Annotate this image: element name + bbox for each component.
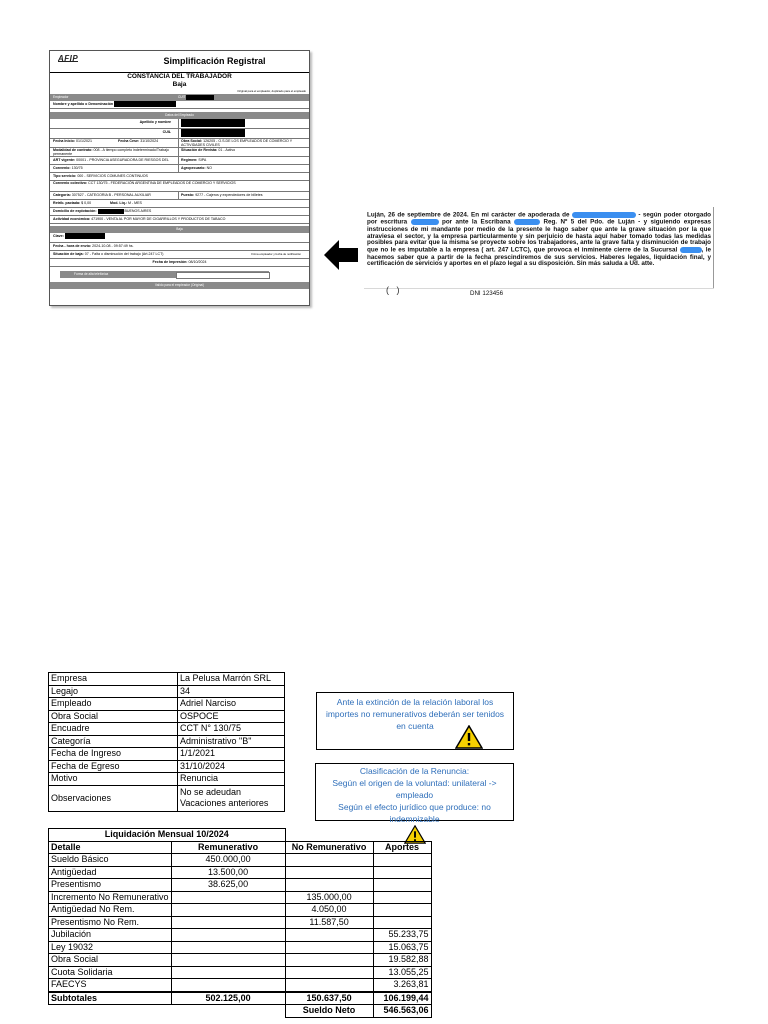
agro-value: NO	[206, 166, 212, 170]
empty-cell	[49, 1005, 172, 1018]
row-detalle: Jubilación	[49, 929, 172, 942]
table-row	[49, 785, 285, 811]
telefonica-label: Forma de alta telefónica	[74, 272, 109, 276]
afip-employer-name-row	[50, 101, 309, 109]
employee-info-table	[48, 672, 285, 812]
arrow-left-icon	[324, 240, 358, 270]
art-value: 00001 - PROVINCIA ASEGURADORA DE RIESGOS DEL	[76, 158, 169, 162]
conv-colectivo-label: Convenio colectivo:	[53, 181, 88, 185]
row-remunerativo	[171, 904, 285, 917]
start-label: Fecha Inicio:	[53, 139, 75, 143]
modalidad-label: Modalidad de contrato:	[53, 148, 93, 152]
row-aportes	[373, 904, 431, 917]
table-row	[49, 685, 285, 698]
start-value: 01/1/2021	[75, 139, 92, 143]
empty-cell	[373, 829, 431, 842]
row-aportes: 55.233,75	[373, 929, 431, 942]
letter-dni: DNI 123456	[470, 290, 504, 297]
row-detalle: Cuota Solidaria	[49, 966, 172, 979]
table-row	[49, 954, 432, 967]
empty-cell	[171, 1005, 285, 1018]
observaciones-label: Observaciones	[49, 785, 178, 811]
afip-type: Baja	[172, 81, 187, 88]
row-aportes	[373, 866, 431, 879]
situacion-value: 01 - Activo	[218, 148, 236, 152]
row-aportes	[373, 879, 431, 892]
table-row	[49, 929, 432, 942]
row-detalle: Antigüedad No Rem.	[49, 904, 172, 917]
afip-conv-colectivo-row	[50, 181, 309, 192]
header-aportes: Aportes	[373, 841, 431, 854]
row-remunerativo	[171, 891, 285, 904]
row-no-remunerativo	[285, 966, 373, 979]
row-no-remunerativo	[285, 929, 373, 942]
observaciones-line1: No se adeudan	[180, 787, 242, 797]
row-no-remunerativo	[285, 979, 373, 992]
letter-excerpt	[364, 207, 714, 303]
subtotal-remunerativo: 502.125,00	[171, 992, 285, 1005]
afip-footer: Valido para el empleador (Original)	[50, 282, 309, 289]
fecha-hora-value: 2024-10-08 - 09:57:49 hs.	[92, 244, 134, 248]
subtotal-label: Subtotales	[49, 992, 172, 1005]
domicilio-label: Domicilio de explotación:	[53, 209, 97, 213]
obra-label: Obra Social:	[181, 139, 203, 143]
agro-label: Agropecuario:	[181, 166, 206, 170]
note1-last	[317, 720, 513, 742]
cuit-label: CUIT	[178, 95, 186, 99]
firma-label: Firma empleador y fecha de notificación	[251, 252, 301, 256]
note1-line3: en cuenta	[396, 721, 434, 731]
row-detalle: Obra Social	[49, 954, 172, 967]
signature-mark: ( )	[386, 285, 400, 295]
afip-subtitle: CONSTANCIA DEL TRABAJADOR	[127, 73, 232, 80]
row-no-remunerativo	[285, 941, 373, 954]
info-value: CCT N° 130/75	[178, 723, 285, 736]
table-row	[49, 723, 285, 736]
tipo-value: 000 - SERVICIOS COMUNES CONTINUOS	[77, 174, 148, 178]
subtotal-aportes: 106.199,44	[373, 992, 431, 1005]
info-value: Adriel Narciso	[178, 698, 285, 711]
row-remunerativo	[171, 929, 285, 942]
table-row	[49, 698, 285, 711]
name-label: Apellido y nombre	[139, 120, 171, 124]
cuil-label: CUIL	[162, 130, 171, 134]
page-edge	[713, 207, 714, 289]
row-remunerativo	[171, 954, 285, 967]
afip-actividad-row	[50, 216, 309, 224]
subtotal-no-remunerativo: 150.637,50	[285, 992, 373, 1005]
note2-line2: Según el origen de la voluntad: unilateral -> empleado	[332, 778, 497, 800]
table-row	[49, 879, 432, 892]
row-no-remunerativo	[285, 854, 373, 867]
afip-situacion-baja-row	[50, 251, 309, 259]
afip-art-row	[50, 157, 309, 165]
afip-logo: AFIP	[58, 54, 79, 63]
info-label: Empleado	[49, 698, 178, 711]
row-aportes	[373, 854, 431, 867]
notice-no-remunerativo	[316, 692, 514, 750]
page-bottom-line	[364, 288, 714, 289]
table-row	[49, 904, 432, 917]
end-label: Fecha Cese:	[118, 139, 140, 143]
table-row	[49, 760, 285, 773]
row-detalle: Incremento No Remunerativo	[49, 891, 172, 904]
afip-title: Simplificación Registral	[163, 56, 266, 66]
letter-line1a: Luján, 26 de septiembre de 2024. En mi carácter de apoderada de	[367, 211, 570, 219]
note1-line1: Ante la extinción de la relación laboral los	[336, 697, 494, 707]
row-no-remunerativo: 135.000,00	[285, 891, 373, 904]
afip-categoria-row	[50, 192, 309, 200]
note2-line3: Según el efecto jurídico que produce: no indemnizable	[338, 802, 491, 824]
letter-rest: expresas instrucciones de mi mandante por medio de la presente le hago saber que ante la grave situación por la que atraviesa el sector, y la empresa particularmente y sin perjuicio de hasta aquí haber tomado todas las medidas posibles para evitar que la misma se proyecte sobre los trabajadores, ante la grave falta y disminución de trabajo que no le es imputable a la empresa ( art. 247 LCTC), que provoca el inminente cierre de la Sucursal	[367, 219, 711, 254]
row-remunerativo	[171, 979, 285, 992]
impresion-value: 08/10/2024	[188, 260, 207, 264]
row-detalle: Ley 19032	[49, 941, 172, 954]
header-no-remunerativo: No Remunerativo	[285, 841, 373, 854]
situacion-label: Situación de Revista:	[181, 148, 218, 152]
blue-redaction	[411, 219, 439, 225]
convenio-value: 130/75	[71, 166, 83, 170]
table-row	[49, 748, 285, 761]
info-value: Renuncia	[178, 773, 285, 786]
note2-line1: Clasificación de la Renuncia:	[359, 766, 470, 776]
neto-value: 546.563,06	[373, 1005, 431, 1018]
info-value: La Pelusa Marrón SRL	[178, 673, 285, 686]
table-row	[49, 941, 432, 954]
retrib-value: $ 0,00	[81, 201, 92, 205]
letter-line2c: Reg. Nº 5 del Pdo. de Luján - y siguiendo	[543, 219, 681, 227]
table-row	[49, 735, 285, 748]
art-label: ART vigente:	[53, 158, 76, 162]
afip-original-note: Original para el empleador, duplicado para el empleado	[237, 89, 306, 93]
afip-cuil-row	[50, 129, 309, 139]
row-aportes: 15.063,75	[373, 941, 431, 954]
table-row	[49, 891, 432, 904]
situacion-baja-label: Situación de baja:	[53, 252, 84, 256]
info-value: 31/10/2024	[178, 760, 285, 773]
redaction	[65, 233, 105, 239]
info-value: 34	[178, 685, 285, 698]
row-remunerativo	[171, 916, 285, 929]
observaciones-value	[178, 785, 285, 811]
afip-employee-section: Datos del Empleado	[50, 112, 309, 119]
row-detalle: Antigüedad	[49, 866, 172, 879]
regimen-value: SIPA	[198, 158, 207, 162]
row-aportes	[373, 916, 431, 929]
info-label: Motivo	[49, 773, 178, 786]
row-remunerativo	[171, 941, 285, 954]
empty-cell	[285, 829, 373, 842]
mod-liq-label: Mod. Liq.:	[110, 201, 127, 205]
observaciones-line2: Vacaciones anteriores	[180, 798, 269, 808]
table-row	[49, 866, 432, 879]
telefonica-box	[176, 272, 270, 279]
info-label: Categoría	[49, 735, 178, 748]
convenio-label: Convenio:	[53, 166, 71, 170]
categoria-label: Categoría:	[53, 193, 71, 197]
notice-clasificacion-renuncia	[315, 763, 514, 824]
row-no-remunerativo	[285, 879, 373, 892]
note1-line2: importes no remunerativos deberán ser tenidos	[325, 709, 505, 719]
redaction	[186, 95, 214, 100]
row-aportes: 13.055,25	[373, 966, 431, 979]
row-no-remunerativo	[285, 866, 373, 879]
modalidad-value: 008 - A tiempo completo indeterminado/Trabajo permanente	[53, 148, 169, 156]
afip-baja-section: Baja	[50, 226, 309, 233]
info-label: Obra Social	[49, 710, 178, 723]
table-row	[49, 916, 432, 929]
redaction	[181, 129, 245, 137]
afip-retrib-row	[50, 200, 309, 208]
liq-title-row	[49, 829, 432, 842]
retrib-label: Retrib. pactada:	[53, 201, 81, 205]
info-label: Fecha de Ingreso	[49, 748, 178, 761]
row-aportes: 19.582,88	[373, 954, 431, 967]
liq-header-row	[49, 841, 432, 854]
conv-colectivo-value: CCT 130/75 - FEDERACIÓN ARGENTINA DE EMPLEADOS DE COMERCIO Y SERVICIOS	[88, 181, 236, 185]
neto-label: Sueldo Neto	[285, 1005, 373, 1018]
row-remunerativo: 13.500,00	[171, 866, 285, 879]
obra-value: 126205 - O.S.DE LOS EMPLEADOS DE COMERCIO Y ACTIVIDADES CIVILES	[181, 139, 293, 147]
table-row	[49, 854, 432, 867]
header-detalle: Detalle	[49, 841, 172, 854]
row-aportes: 3.263,81	[373, 979, 431, 992]
actividad-value: 471900 - VENTA AL POR MAYOR DE CIGARRILLOS Y PRODUCTOS DE TABACO	[91, 217, 226, 221]
domicilio-value: BUENOS AIRES	[124, 209, 152, 213]
row-detalle: Presentismo No Rem.	[49, 916, 172, 929]
liq-subtotal-row	[49, 992, 432, 1005]
liq-neto-row	[49, 1005, 432, 1018]
employer-label: Empleador	[53, 95, 69, 99]
table-row	[49, 673, 285, 686]
clave-label: Clave:	[53, 234, 64, 238]
info-value: OSPOCE	[178, 710, 285, 723]
letter-line2b: por ante la Escribana	[441, 219, 511, 227]
afip-modalidad-row	[50, 148, 309, 157]
info-label: Fecha de Egreso	[49, 760, 178, 773]
afip-constancia-document	[49, 50, 310, 306]
table-row	[49, 710, 285, 723]
actividad-label: Actividad económica:	[53, 217, 91, 221]
impresion-label: Fecha de Impresión:	[152, 260, 188, 264]
row-no-remunerativo: 11.587,50	[285, 916, 373, 929]
blue-redaction	[680, 247, 702, 253]
employer-name-label: Nombre y apellido o Denominación	[53, 102, 114, 106]
tipo-label: Tipo servicio:	[53, 174, 77, 178]
redaction	[98, 209, 124, 214]
afip-envio-row	[50, 243, 309, 251]
letter-line2a: otorgado por escritura	[367, 211, 712, 227]
puesto-value: 9277 - Cajeros y expendedores de billetes	[195, 193, 263, 197]
warning-icon	[455, 725, 483, 749]
categoria-value: 307527 - CATEGORIA B - PERSONAL AUXILIAR	[71, 193, 151, 197]
table-row	[49, 979, 432, 992]
blue-redaction	[514, 219, 540, 225]
afip-header	[50, 51, 309, 73]
row-detalle: FAECYS	[49, 979, 172, 992]
table-row	[49, 966, 432, 979]
liq-title: Liquidación Mensual 10/2024	[49, 829, 286, 842]
blue-redaction	[572, 212, 636, 218]
redaction	[114, 101, 176, 107]
afip-tipo-row	[50, 173, 309, 181]
afip-employer-bar	[50, 94, 309, 101]
row-detalle: Presentismo	[49, 879, 172, 892]
row-remunerativo: 38.625,00	[171, 879, 285, 892]
row-no-remunerativo: 4.050,00	[285, 904, 373, 917]
fecha-hora-label: Fecha - hora de envío:	[53, 244, 92, 248]
end-value: 31/10/2024	[140, 139, 159, 143]
afip-dates-row	[50, 139, 309, 148]
letter-line1b: - según poder	[638, 211, 682, 219]
afip-impresion-row	[50, 259, 309, 267]
row-no-remunerativo	[285, 954, 373, 967]
info-label: Encuadre	[49, 723, 178, 736]
letter-body	[364, 207, 714, 268]
note1-line3-wrap	[317, 720, 513, 732]
afip-clave-row	[50, 233, 309, 243]
table-row	[49, 773, 285, 786]
liquidacion-table	[48, 828, 432, 1018]
redaction	[181, 119, 245, 127]
cuit-field	[178, 94, 214, 101]
row-aportes	[373, 891, 431, 904]
afip-telefonica-bar	[60, 271, 269, 278]
situacion-baja-value: 07 - Falta o disminución del trabajo (Art.247 LCT)	[84, 252, 164, 256]
afip-domicilio-row	[50, 208, 309, 216]
afip-name-row	[50, 119, 309, 129]
regimen-label: Regimen:	[181, 158, 198, 162]
afip-convenio-row	[50, 165, 309, 173]
letter-rest2: , le hacemos saber que a partir de la fecha prescindiremos de sus servicios. Haberes legales, liquidación final, y certificación de servicios y aportes en el plazo legal a su disposición. Sin más saluda a Ud. atte.	[367, 246, 711, 268]
header-remunerativo: Remunerativo	[171, 841, 285, 854]
row-detalle: Sueldo Básico	[49, 854, 172, 867]
info-label: Legajo	[49, 685, 178, 698]
mod-liq-value: M - MES	[127, 201, 142, 205]
info-value: 1/1/2021	[178, 748, 285, 761]
info-label: Empresa	[49, 673, 178, 686]
row-remunerativo	[171, 966, 285, 979]
puesto-label: Puesto:	[181, 193, 195, 197]
row-remunerativo: 450.000,00	[171, 854, 285, 867]
info-value: Administrativo "B"	[178, 735, 285, 748]
